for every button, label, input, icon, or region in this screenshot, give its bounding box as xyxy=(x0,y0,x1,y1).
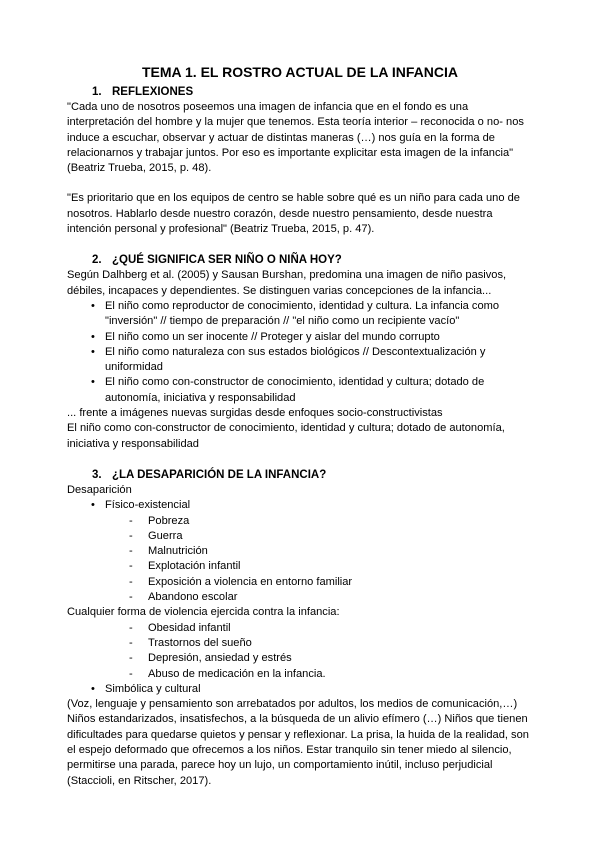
list-item: • El niño como con-constructor de conocimiento, identidad y cultura; dotado de autonomía, iniciativa y responsabilidad xyxy=(67,375,533,406)
section-2-number: 2. xyxy=(92,254,102,267)
section-2-title: ¿QUÉ SIGNIFICA SER NIÑO O NIÑA HOY? xyxy=(112,254,342,267)
list-item: - Pobreza xyxy=(67,514,533,529)
list-item: - Trastornos del sueño xyxy=(67,636,533,651)
child-conceptions-list xyxy=(67,299,533,406)
violence-intro-paragraph: Cualquier forma de violencia ejercida contra la infancia: xyxy=(67,606,340,619)
desaparicion-label: Desaparición xyxy=(67,483,132,496)
disappearance-type-list-2 xyxy=(67,682,533,697)
section-2-intro-paragraph: Según Dalhberg et al. (2005) y Sausan Burshan, predomina una imagen de niño pasivos, débiles, incapaces y dependientes. Se distinguen varias concepciones de la infancia... xyxy=(67,269,507,297)
list-item: • El niño como reproductor de conocimiento, identidad y cultura. La infancia como "inversión" // tiempo de preparación // "el niño como un recipiente vacío" xyxy=(67,299,533,330)
quote-paragraph-trueba-47: "Es prioritario que en los equipos de centro se hable sobre qué es un niño para cada uno de nosotros. Hablarlo desde nuestro corazón, desde nuestro pensamiento, desde nuestra intención personal y profesional" (Beatriz Trueba, 2015, p. 47). xyxy=(67,192,520,236)
list-item: • Simbólica y cultural xyxy=(67,682,533,697)
section-3-title: ¿LA DESAPARICIÓN DE LA INFANCIA? xyxy=(112,468,327,481)
section-1-number: 1. xyxy=(92,86,102,98)
list-item: - Abandono escolar xyxy=(67,590,533,605)
section-3-number: 3. xyxy=(92,468,102,481)
section-1-title: REFLEXIONES xyxy=(112,86,194,98)
section-2-outro-line-2: El niño como con-constructor de conocimiento, identidad y cultura; dotado de autonomía, iniciativa y responsabilidad xyxy=(67,422,505,450)
list-item: • Físico-existencial xyxy=(67,498,533,513)
section-3-closing-paragraph: (Voz, lenguaje y pensamiento son arrebatados por adultos, los medios de comunicación,…) Niños estandarizados, insatisfechos, a la búsqueda de un alivio efímero (…) Niños que tienen dificultades para quedarse quietos y pensar y reflexionar. La prisa, la huida de la realidad, son el espejo deformado que ofrecemos a los niños. Estar tranquilo sin tener miedo al silencio, permitirse una parada, parece hoy un lujo, un comportamiento inútil, incluso perjudicial (Staccioli, en Ritscher, 2017). xyxy=(67,698,529,787)
list-item: • El niño como naturaleza con sus estados biológicos // Descontextualización y uniformidad xyxy=(67,345,533,376)
list-item: - Abuso de medicación en la infancia. xyxy=(67,667,533,682)
list-item: • El niño como un ser inocente // Proteger y aislar del mundo corrupto xyxy=(67,330,533,345)
list-item: - Exposición a violencia en entorno familiar xyxy=(67,575,533,590)
physical-existential-list xyxy=(67,514,533,606)
list-item: - Obesidad infantil xyxy=(67,621,533,636)
list-item: - Guerra xyxy=(67,529,533,544)
quote-paragraph-trueba-48: "Cada uno de nosotros poseemos una imagen de infancia que en el fondo es una interpretación del hombre y la mujer que tenemos. Esta teoría interior – reconocida o no- nos induce a escuchar, observar y actuar de distintas maneras (…) nos guía en la forma de relacionarnos y trabajar juntos. Por eso es importante explicitar esta imagen de la infancia" (Beatriz Trueba, 2015, p. 48). xyxy=(67,101,524,175)
violence-forms-list xyxy=(67,621,533,682)
disappearance-type-list xyxy=(67,498,533,513)
list-item: - Depresión, ansiedad y estrés xyxy=(67,651,533,666)
section-2-outro-line-1: ... frente a imágenes nuevas surgidas desde enfoques socio-constructivistas xyxy=(67,407,443,420)
section-3-heading xyxy=(67,467,533,483)
section-2-heading xyxy=(67,252,533,268)
list-item: - Explotación infantil xyxy=(67,559,533,574)
section-1-heading xyxy=(67,84,533,100)
list-item: - Malnutrición xyxy=(67,544,533,559)
document-title: TEMA 1. EL ROSTRO ACTUAL DE LA INFANCIA xyxy=(141,64,459,80)
